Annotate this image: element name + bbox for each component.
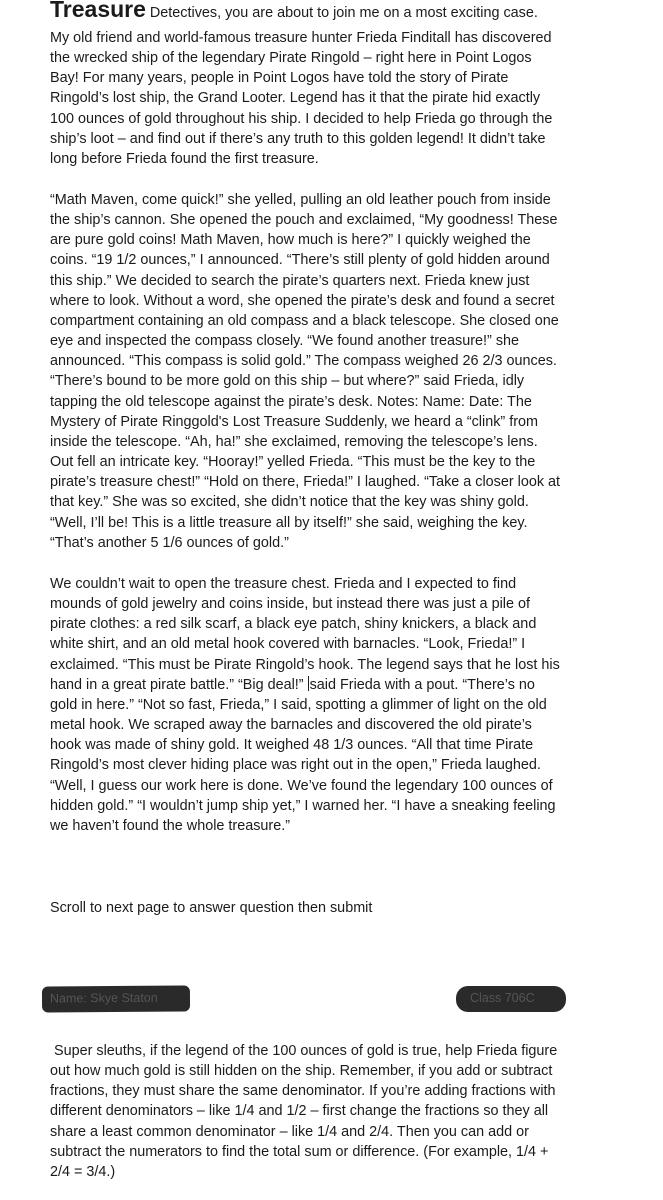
story-paragraph-1: [50, 28, 610, 169]
text-line: pirate clothes: a red silk scarf, a black eye patch, shiny knickers, a black and: [50, 616, 537, 633]
text-line: “Math Maven, come quick!” she yelled, pulling an old leather pouch from inside: [50, 192, 551, 208]
text-line: subtract the numerators to find the total sum or difference. (For example, 1/4 +: [50, 1143, 549, 1160]
story-paragraph-3: [50, 574, 610, 836]
text-line: hidden gold.” “I wouldn’t jump ship yet,” I warned her. “I have a sneaking feeling: [50, 797, 556, 814]
text-line: inside the telescope. “Ah, ha!” she exclaimed, removing the telescope’s lens.: [50, 433, 538, 450]
text-line: mounds of gold jewelry and coins inside, but instead there was just a pile of: [50, 596, 530, 613]
text-line: out how much gold is still hidden on the ship. Remember, if you add or subtract: [50, 1063, 553, 1080]
redacted-class-text: Class 706C: [470, 991, 535, 1005]
text-line: different denominators – like 1/4 and 1/2 – first change the fractions so they all: [50, 1103, 549, 1120]
text-line: tapping the old telescope against the pirate’s desk. Notes: Name: Date: The: [50, 393, 532, 410]
text-line: Bay! For many years, people in Point Logos have told the story of Pirate: [50, 70, 509, 87]
text-line: we haven’t found the whole treasure.”: [50, 817, 290, 834]
story-title: Treasure: [50, 0, 146, 22]
text-line: eye and inspected the compass closely. “We found another treasure!” she: [50, 333, 520, 350]
text-line: long before Frieda found the first treasure.: [50, 150, 319, 167]
title-intro-text: Detectives, you are about to join me on a most exciting case.: [149, 5, 538, 21]
story-paragraph-2: [50, 190, 610, 553]
text-line: fractions, they must share the same denominator. If you’re adding fractions with: [50, 1083, 556, 1100]
text-line: announced. “This compass is solid gold.” The compass weighed 26 2/3 ounces.: [50, 353, 557, 370]
text-line: hand in a great pirate battle.” “Big deal!” said Frieda with a pout. “There’s no: [50, 676, 535, 693]
text-line: Ringold’s most clever hiding place was right out in the open,” Frieda laughed.: [50, 757, 541, 774]
scroll-instruction: Scroll to next page to answer question then submit: [50, 900, 373, 916]
text-line: Super sleuths, if the legend of the 100 ounces of gold is true, help Frieda figure: [54, 1043, 558, 1059]
text-line: gold in here.” “Not so fast, Frieda,” I said, spotting a glimmer of light on the old: [50, 696, 547, 713]
title-line: [50, 0, 610, 24]
text-line: white shirt, and an old metal hook covered with barnacles. “Look, Frieda!” I: [50, 636, 526, 653]
redacted-class: [456, 986, 566, 1012]
text-line: exclaimed. “This must be Pirate Ringold’s hook. The legend says that he lost his: [50, 656, 560, 673]
text-line: “Well, I’ll be! This is a little treasure all by itself!” she said, weighing the key.: [50, 514, 528, 531]
text-line: share a least common denominator – like 1/4 and 2/4. Then you can add or: [50, 1123, 529, 1140]
text-line: “There’s bound to be more gold on this ship – but where?” said Frieda, idly: [50, 373, 525, 390]
text-line: 100 ounces of gold throughout his ship. I decided to help Frieda go through the: [50, 110, 553, 127]
redacted-student-name: [42, 985, 190, 1012]
text-line: coins. “19 1/2 ounces,” I announced. “There’s still plenty of gold hidden around: [50, 252, 550, 269]
text-line: where to look. Without a word, she opened the pirate’s desk and found a secret: [50, 292, 555, 309]
text-line: 2/4 = 3/4.): [50, 1163, 116, 1180]
text-line: Ringold’s lost ship, the Grand Looter. Legend has it that the pirate hid exactly: [50, 90, 541, 107]
text-line: “That’s another 5 1/6 ounces of gold.”: [50, 534, 289, 551]
text-line: ship’s loot – and find out if there’s any truth to this golden legend! It didn’t take: [50, 130, 546, 147]
text-line: “Well, I guess our work here is done. We’ve found the legendary 100 ounces of: [50, 777, 553, 794]
text-line: are pure gold coins! Math Maven, how much is here?” I quickly weighed the: [50, 232, 531, 249]
text-line: Out fell an intricate key. “Hooray!” yelled Frieda. “This must be the key to the: [50, 454, 536, 471]
redacted-name-text: Name: Skye Staton: [49, 990, 158, 1006]
text-line: We couldn’t wait to open the treasure chest. Frieda and I expected to find: [50, 576, 517, 592]
text-line: the ship’s cannon. She opened the pouch and exclaimed, “My goodness! These: [50, 212, 558, 229]
text-line: the wrecked ship of the legendary Pirate Ringold – right here in Point Logos: [50, 50, 532, 67]
text-line: pirate’s treasure chest!” “Hold on there, Frieda!” I laughed. “Take a closer look at: [50, 474, 561, 491]
text-line: metal hook. We scraped away the barnacles and discovered the old pirate’s: [50, 717, 532, 734]
text-line: this ship.” We decided to search the pirate’s quarters next. Frieda knew just: [50, 272, 530, 289]
text-cursor: [308, 676, 309, 691]
text-line: My old friend and world-famous treasure hunter Frieda Finditall has discovered: [50, 30, 552, 46]
text-line: hook was made of shiny gold. It weighed 48 1/3 ounces. “All that time Pirate: [50, 737, 534, 754]
question-paragraph: [50, 1041, 610, 1182]
text-line: Mystery of Pirate Ringgold's Lost Treasure Suddenly, we heard a “clink” from: [50, 413, 538, 430]
text-line: compartment containing an old compass and a black telescope. She closed one: [50, 312, 559, 329]
text-line: that key.” She was so excited, she didn’t notice that the key was shiny gold.: [50, 494, 529, 511]
